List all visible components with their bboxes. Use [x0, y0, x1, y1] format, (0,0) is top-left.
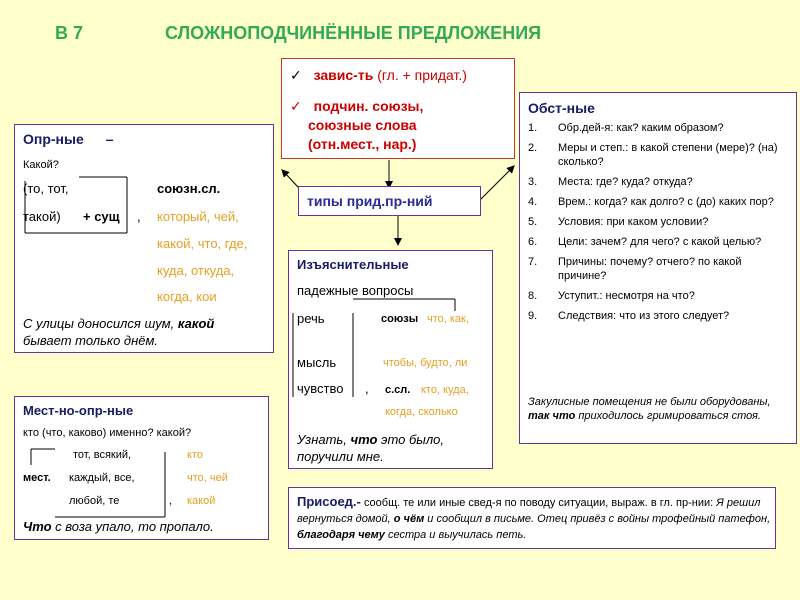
conj-words-3: куда, откуда, — [157, 263, 235, 278]
conj-words-2: какой, что, где, — [157, 236, 248, 251]
explanatory-subtitle: падежные вопросы — [297, 283, 414, 298]
pronominal-row3: любой, те — [69, 495, 120, 507]
conj-label: союзы — [381, 313, 419, 325]
bracket-lines — [15, 125, 275, 245]
conj-word-label: союзн.сл. — [157, 181, 221, 196]
conjunctions-line1: подчин. союзы, — [313, 98, 424, 114]
conj-words-1: который, чей, — [157, 209, 239, 224]
explanatory-example: Узнать, что это было, поручили мне. — [297, 432, 445, 464]
comma: , — [137, 209, 141, 224]
pronominal-example: Что с воза упало, то пропало. — [23, 519, 214, 534]
bullet-dependence — [290, 67, 467, 84]
attributive-title: Опр-ные – — [23, 131, 114, 147]
dependence-label: завис-ть — [313, 67, 374, 83]
explanatory-title: Изъяснительные — [297, 257, 409, 272]
checkmark-icon: ✓ — [290, 98, 302, 114]
slide-number: В 7 — [55, 23, 84, 43]
adverbial-example: Закулисные помещения не были оборудованы, так что приходилось гримироваться стоя. — [528, 396, 771, 422]
bracket-lines — [15, 397, 270, 522]
explanatory-box — [288, 250, 493, 469]
noun-thought: мысль — [297, 355, 337, 370]
adverbial-box — [519, 92, 797, 444]
pronominal-box — [14, 396, 269, 540]
pronominal-kakoy: какой — [187, 495, 216, 507]
conj-list-2: чтобы, будто, ли — [383, 357, 468, 369]
list-item: 3. Места: где? куда? откуда? — [528, 176, 693, 188]
comma: , — [365, 381, 369, 396]
bullet-conjunctions — [290, 97, 423, 154]
list-item: 2. Меры и степ.: в какой степени (мере)? (на) сколько? — [528, 142, 778, 168]
list-item: 6. Цели: зачем? для чего? с какой целью? — [528, 236, 762, 248]
conj-word-list-2: когда, сколько — [385, 406, 458, 418]
adverbial-list — [528, 121, 790, 329]
list-item: 9. Следствия: что из этого следует? — [528, 310, 730, 322]
conj-words-4: когда, кои — [157, 289, 217, 304]
conj-word-label: с.сл. — [385, 384, 411, 396]
plus-noun: + сущ — [83, 209, 120, 224]
noun-speech: речь — [297, 311, 325, 326]
demonstrative-1: (то, тот, — [23, 181, 69, 196]
conj-word-list-1: кто, куда, — [421, 384, 469, 396]
attributive-question: Какой? — [23, 159, 59, 171]
arrow-to-obst — [480, 168, 512, 200]
conjunctions-line3: (отн.мест., нар.) — [308, 136, 417, 152]
list-item: 1. Обр.дей-я: как? каким образом? — [528, 122, 724, 134]
pronominal-title: Мест-но-опр-ные — [23, 403, 134, 418]
pronominal-row1: тот, всякий, — [73, 449, 132, 461]
pronominal-kto: кто — [187, 449, 203, 461]
demonstrative-2: такой) — [23, 209, 61, 224]
connective-text: Присоед.- сообщ. те или иные свед-я по поводу ситуации, выраж. в гл. пр-нии: Я решил вернуться домой, о чём и сообщил в письме. Отец привёз с войны трофейный патефон, благодаря чему сестра и выучилась петь. — [297, 494, 771, 541]
types-box — [298, 186, 481, 216]
pronominal-label: мест. — [23, 472, 51, 484]
conjunctions-line2: союзные слова — [308, 117, 417, 133]
types-label: типы прид.пр-ний — [307, 193, 433, 209]
comma: , — [169, 495, 173, 507]
page-title: СЛОЖНОПОДЧИНЁННЫЕ ПРЕДЛОЖЕНИЯ — [165, 23, 542, 43]
pronominal-question: кто (что, каково) именно? какой? — [23, 427, 192, 439]
connective-box — [288, 487, 776, 549]
definition-box — [281, 58, 515, 159]
attributive-box — [14, 124, 274, 353]
list-item: 4. Врем.: когда? как долго? с (до) каких пор? — [528, 196, 774, 208]
adverbial-title: Обст-ные — [528, 100, 595, 116]
list-item: 7. Причины: почему? отчего? по какой причине? — [528, 256, 742, 282]
conj-list-1: что, как, — [427, 313, 469, 325]
list-item: 8. Уступит.: несмотря на что? — [528, 290, 695, 302]
pronominal-chto: что, чей — [187, 472, 228, 484]
noun-feeling: чувство — [297, 381, 344, 396]
dependence-paren: (гл. + придат.) — [377, 67, 467, 83]
list-item: 5. Условия: при каком условии? — [528, 216, 709, 228]
attributive-example: С улицы доносился шум, какой бывает только днём. — [23, 316, 215, 348]
bracket-lines — [289, 251, 494, 411]
pronominal-row2: каждый, все, — [69, 472, 135, 484]
checkmark-icon: ✓ — [290, 67, 302, 83]
